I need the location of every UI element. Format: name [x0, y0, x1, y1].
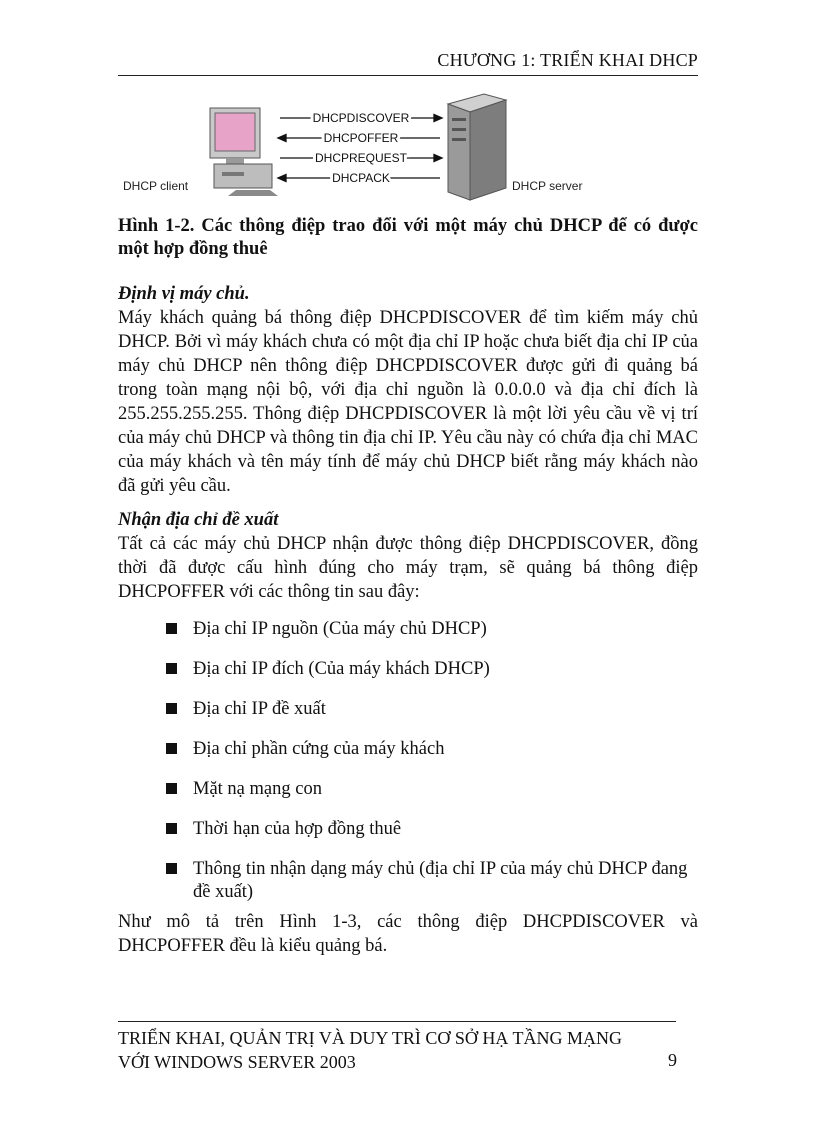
- figure-caption: Hình 1-2. Các thông điệp trao đổi với một máy chủ DHCP để có được một hợp đồng thuê: [118, 216, 698, 259]
- footer-line-1: TRIỂN KHAI, QUẢN TRỊ VÀ DUY TRÌ CƠ SỞ HẠ TẦNG MẠNG: [118, 1028, 622, 1048]
- section-body-locate-server: Máy khách quảng bá thông điệp DHCPDISCOVER để tìm kiếm máy chủ DHCP. Bởi vì máy khách chưa có một địa chỉ IP hoặc chưa biết địa chỉ IP của máy chủ DHCP nên thông điệp DHCPDISCOVER được gửi đi quảng bá trong toàn mạng nội bộ, với địa chỉ nguồn là 0.0.0.0 và địa chỉ đích là 255.255.255.255. Thông điệp DHCPDISCOVER là một lời yêu cầu về vị trí của máy chủ DHCP và thông tin địa chỉ IP. Yêu cầu này có chứa địa chỉ MAC của máy khách và tên máy tính để máy chủ DHCP biết rằng máy khách nào đã gửi yêu cầu.: [118, 308, 698, 496]
- list-item: Thông tin nhận dạng máy chủ (địa chỉ IP của máy chủ DHCP đang đề xuất): [166, 858, 698, 904]
- square-bullet-icon: [166, 703, 177, 714]
- dhcp-exchange-figure: [118, 90, 698, 205]
- section-closing: Như mô tả trên Hình 1-3, các thông điệp DHCPDISCOVER và DHCPOFFER đều là kiểu quảng bá.: [118, 912, 698, 956]
- msg-request: DHCPREQUEST: [314, 151, 408, 165]
- square-bullet-icon: [166, 823, 177, 834]
- msg-ack: DHCPACK: [332, 171, 390, 185]
- footer-divider: [118, 1021, 676, 1022]
- list-item: Mặt nạ mạng con: [166, 778, 698, 801]
- section-title-offer: Nhận địa chỉ đề xuất: [118, 510, 279, 530]
- msg-offer: DHCPOFFER: [323, 131, 399, 145]
- list-item: Địa chỉ IP đề xuất: [166, 698, 698, 721]
- list-item: Địa chỉ phần cứng của máy khách: [166, 738, 698, 761]
- square-bullet-icon: [166, 863, 177, 874]
- square-bullet-icon: [166, 743, 177, 754]
- footer-line-2: VỚI WINDOWS SERVER 2003: [118, 1052, 356, 1072]
- server-tower-icon: [448, 94, 506, 200]
- client-label: DHCP client: [123, 179, 189, 193]
- square-bullet-icon: [166, 663, 177, 674]
- section-title-locate-server: Định vị máy chủ.: [118, 284, 250, 304]
- chapter-header: CHƯƠNG 1: TRIỂN KHAI DHCP: [437, 50, 698, 70]
- book-title-footer: [118, 1026, 658, 1074]
- header-divider: [118, 75, 698, 76]
- list-item: Địa chỉ IP nguồn (Của máy chủ DHCP): [166, 618, 698, 641]
- list-item: Thời hạn của hợp đồng thuê: [166, 818, 698, 841]
- section-intro-offer: Tất cả các máy chủ DHCP nhận được thông điệp DHCPDISCOVER, đồng thời đã được cấu hình đúng cho máy trạm, sẽ quảng bá thông điệp DHCPOFFER với các thông tin sau đây:: [118, 534, 698, 602]
- offer-info-list: [166, 618, 698, 921]
- msg-discover: DHCPDISCOVER: [312, 111, 410, 125]
- square-bullet-icon: [166, 783, 177, 794]
- client-computer-icon: [210, 108, 278, 196]
- page-number: 9: [668, 1050, 677, 1070]
- server-label: DHCP server: [512, 179, 583, 193]
- list-item: Địa chỉ IP đích (Của máy khách DHCP): [166, 658, 698, 681]
- square-bullet-icon: [166, 623, 177, 634]
